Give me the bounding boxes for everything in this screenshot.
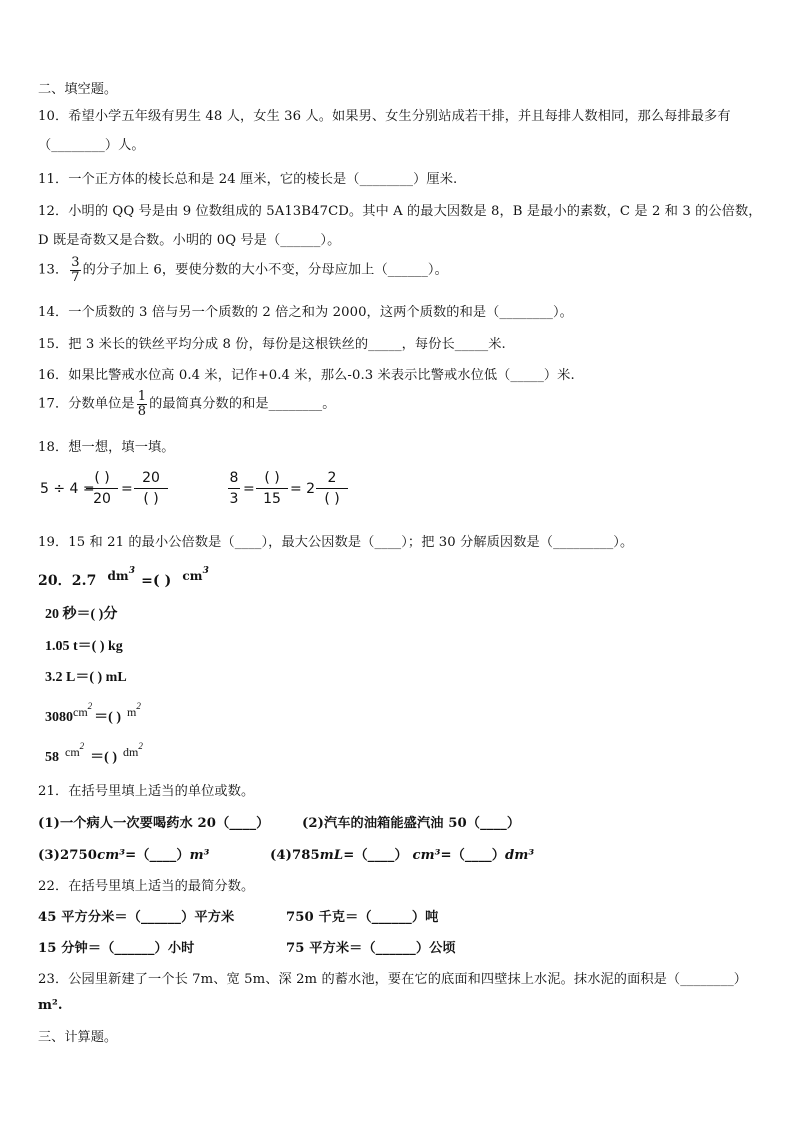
- fraction-denominator: ( ): [324, 491, 340, 507]
- unit-m3: m³: [189, 848, 210, 863]
- fraction-denominator: 8: [137, 403, 147, 419]
- conversion-liters: 3.2 L＝( ) mL: [45, 670, 127, 685]
- unit-dm3: dm³: [505, 848, 535, 863]
- unit-text: dm: [107, 569, 129, 583]
- fraction-denominator: 15: [263, 491, 281, 507]
- question-13-number: 13．: [38, 262, 69, 278]
- unit-text: m: [127, 705, 137, 719]
- unit-dm3: [107, 566, 136, 583]
- answer-blank: ＝( ): [90, 750, 117, 765]
- fraction-denominator: 3: [229, 491, 239, 507]
- unit-ml: mL: [319, 848, 344, 863]
- unit-text: cm: [182, 569, 203, 583]
- answer-blank: =（____）: [125, 848, 190, 863]
- question-21-part4: [270, 844, 534, 863]
- question-21-part3: [38, 844, 210, 863]
- question-22-part2: 750 千克＝（______）吨: [286, 910, 439, 925]
- question-17-text: 的最简真分数的和是________。: [149, 396, 336, 412]
- unit-text: cm: [65, 745, 80, 759]
- question-15: 15．把 3 米长的铁丝平均分成 8 份，每份是这根铁丝的_____，每份长_____米.: [38, 337, 506, 352]
- fraction-numerator: 20: [134, 469, 168, 489]
- section-heading-calculation: 三、计算题。: [38, 1030, 118, 1045]
- unit-cm2: [73, 701, 93, 719]
- q18-eq2-lhs-fraction: [228, 469, 240, 509]
- unit-exponent: 2: [79, 741, 85, 751]
- section-heading-fill-blank: 二、填空题。: [38, 82, 118, 97]
- q18-eq2-fraction2: [316, 469, 348, 509]
- q18-eq1-fraction2: [134, 469, 168, 509]
- unit-cm3: [182, 566, 209, 583]
- question-22-part1: 45 平方分米＝（______）平方米: [38, 910, 235, 925]
- unit-exponent: 2: [136, 701, 141, 711]
- answer-blank: =( ): [141, 573, 172, 589]
- question-12-line1: 12．小明的 QQ 号是由 9 位数组成的 5A13B47CD。其中 A 的最大因数是 8，B 是最小的素数，C 是 2 和 3 的公倍数，: [38, 204, 762, 219]
- conversion-cm2-m2: [45, 701, 147, 726]
- question-20: [38, 566, 215, 590]
- question-22-part3: 15 分钟＝（______）小时: [38, 941, 195, 956]
- conversion-cm2-dm2: [45, 741, 149, 766]
- conversion-tons: 1.05 t＝( ) kg: [45, 639, 123, 654]
- fraction-numerator: 1: [137, 389, 147, 404]
- question-11: 11．一个正方体的棱长总和是 24 厘米，它的棱长是（________）厘米.: [38, 172, 458, 187]
- q18-eq2-equals: =: [243, 481, 255, 497]
- question-12-line2: D 既是奇数又是合数。小明的 0Q 号是（______）。: [38, 233, 341, 248]
- question-23-line1: 23．公园里新建了一个长 7m、宽 5m、深 2m 的蓄水池，要在它的底面和四壁抹上水泥。抹水泥的面积是（________）: [38, 972, 748, 987]
- fraction-numerator: 8: [228, 469, 240, 489]
- fraction-numerator: ( ): [86, 469, 118, 489]
- fraction-1-8: [137, 390, 147, 418]
- unit-dm2: [123, 741, 143, 759]
- question-13-text: 的分子加上 6，要使分数的大小不变，分母应加上（______）。: [82, 262, 448, 278]
- question-17: [38, 390, 336, 418]
- fraction-denominator: 7: [71, 269, 80, 285]
- conversion-value: 3080: [45, 710, 73, 725]
- unit-cm3: cm³: [412, 848, 441, 863]
- fraction-3-7: [70, 256, 80, 284]
- question-21-part2: (2)汽车的油箱能盛汽油 50（____）: [302, 816, 521, 831]
- question-14: 14．一个质数的 3 倍与另一个质数的 2 倍之和为 2000，这两个质数的和是（________）。: [38, 305, 573, 320]
- q18-eq2-equals-2: = 2: [290, 481, 316, 497]
- question-22: 22．在括号里填上适当的最简分数。: [38, 879, 255, 894]
- question-21: 21．在括号里填上适当的单位或数。: [38, 784, 255, 799]
- q18-eq2-fraction1: [256, 469, 288, 509]
- unit-exponent: 3: [202, 566, 209, 576]
- unit-text: dm: [123, 745, 139, 759]
- fraction-denominator: ( ): [143, 491, 159, 507]
- question-17-prefix: 17．分数单位是: [38, 396, 135, 412]
- fraction-denominator: 20: [93, 491, 111, 507]
- part-label: (4)785: [270, 848, 320, 863]
- question-22-part4: 75 平方米＝（______）公顷: [286, 941, 456, 956]
- part-label: (3)2750: [38, 848, 98, 863]
- unit-exponent: 2: [87, 701, 93, 711]
- fraction-numerator: ( ): [256, 469, 288, 489]
- unit-cm3: cm³: [97, 848, 126, 863]
- question-19: 19．15 和 21 的最小公倍数是（____），最大公因数是（____）；把 30 分解质因数是（_________）。: [38, 535, 634, 550]
- unit-text: cm: [73, 705, 88, 719]
- question-18: 18．想一想，填一填。: [38, 440, 175, 455]
- question-16: 16．如果比警戒水位高 0.4 米，记作+0.4 米，那么-0.3 米表示比警戒水位低（_____）米.: [38, 368, 575, 383]
- fraction-numerator: 2: [316, 469, 348, 489]
- answer-blank: =（____）: [440, 848, 505, 863]
- question-10-line2: （________）人。: [38, 138, 145, 153]
- question-10-line1: 10．希望小学五年级有男生 48 人，女生 36 人。如果男、女生分别站成若干排，并且每排人数相同，那么每排最多有: [38, 109, 731, 124]
- answer-blank: =（____）: [343, 848, 408, 863]
- q18-eq1-fraction1: [86, 469, 118, 509]
- conversion-seconds: 20 秒＝( )分: [45, 607, 118, 622]
- q18-eq1-equals: =: [121, 481, 133, 497]
- question-21-part1: (1)一个病人一次要喝药水 20（____）: [38, 816, 270, 831]
- question-20-label: 20．2.7: [38, 573, 97, 589]
- unit-exponent: 2: [138, 741, 143, 751]
- question-23-line2: m².: [38, 998, 63, 1013]
- question-13: [38, 256, 448, 284]
- unit-cm2: [65, 741, 85, 759]
- unit-m2: [127, 701, 141, 719]
- fraction-numerator: 3: [71, 255, 80, 270]
- unit-exponent: 3: [128, 566, 136, 576]
- q18-eq1-lhs: 5 ÷ 4 =: [40, 481, 95, 497]
- conversion-value: 58: [45, 750, 59, 765]
- answer-blank: ＝( ): [94, 710, 121, 725]
